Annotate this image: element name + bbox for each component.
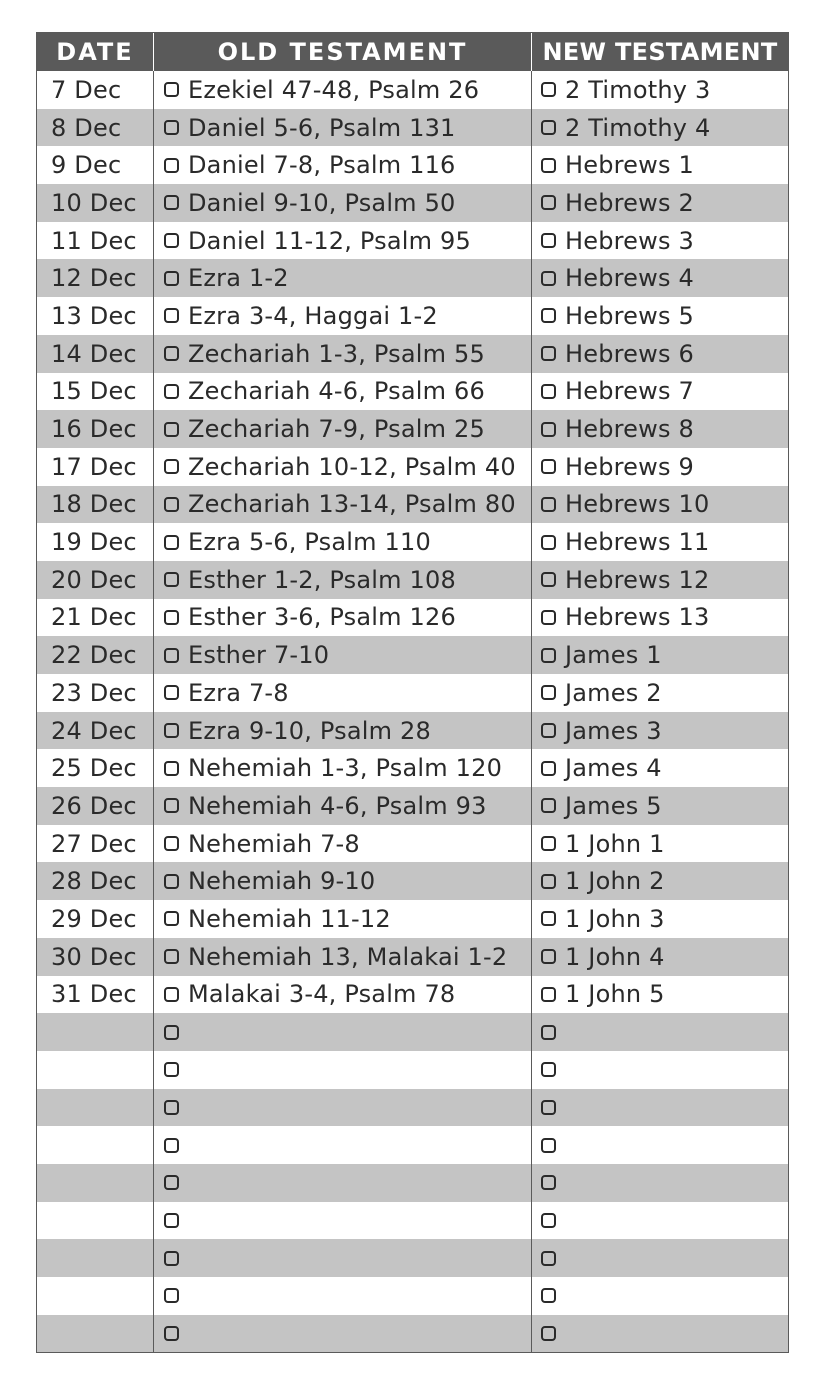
table-row	[37, 1315, 788, 1353]
new-testament-reading: Hebrews 4	[565, 264, 694, 293]
new-testament-checkbox[interactable]	[541, 233, 556, 248]
old-testament-checkbox[interactable]	[164, 233, 179, 248]
old-testament-cell	[154, 109, 532, 147]
new-testament-cell	[532, 712, 788, 750]
date-cell: 16 Dec	[37, 410, 154, 448]
date-cell	[37, 1239, 154, 1277]
new-testament-reading: Hebrews 5	[565, 301, 694, 330]
old-testament-reading: Nehemiah 4-6, Psalm 93	[188, 791, 487, 820]
old-testament-reading: Zechariah 1-3, Psalm 55	[188, 339, 485, 368]
old-testament-checkbox[interactable]	[164, 648, 179, 663]
new-testament-checkbox[interactable]	[541, 836, 556, 851]
new-testament-cell	[532, 486, 788, 524]
table-row	[37, 259, 788, 297]
table-row	[37, 712, 788, 750]
new-testament-cell	[532, 71, 788, 109]
new-testament-reading: Hebrews 11	[565, 528, 710, 557]
table-row	[37, 1239, 788, 1277]
table-row	[37, 146, 788, 184]
new-testament-cell	[532, 749, 788, 787]
table-row	[37, 184, 788, 222]
table-row	[37, 71, 788, 109]
reading-plan-table	[36, 32, 789, 1353]
new-testament-reading: 2 Timothy 3	[565, 75, 711, 104]
new-testament-cell	[532, 1277, 788, 1315]
table-row	[37, 561, 788, 599]
old-testament-cell	[154, 1277, 532, 1315]
old-testament-cell	[154, 976, 532, 1014]
table-row	[37, 862, 788, 900]
old-testament-cell	[154, 259, 532, 297]
new-testament-cell	[532, 523, 788, 561]
date-cell	[37, 1315, 154, 1353]
old-testament-column-header: OLD TESTAMENT	[154, 33, 532, 71]
new-testament-cell	[532, 1089, 788, 1127]
date-cell	[37, 1202, 154, 1240]
new-testament-reading: Hebrews 10	[565, 490, 710, 519]
old-testament-checkbox[interactable]	[164, 158, 179, 173]
table-row	[37, 448, 788, 486]
new-testament-reading: Hebrews 7	[565, 377, 694, 406]
new-testament-cell	[532, 1202, 788, 1240]
table-row	[37, 1164, 788, 1202]
new-testament-checkbox[interactable]	[541, 459, 556, 474]
date-cell: 8 Dec	[37, 109, 154, 147]
new-testament-checkbox[interactable]	[541, 1326, 556, 1341]
old-testament-cell	[154, 523, 532, 561]
new-testament-reading: James 2	[565, 678, 662, 707]
old-testament-reading: Nehemiah 1-3, Psalm 120	[188, 754, 503, 783]
new-testament-reading: James 4	[565, 754, 662, 783]
old-testament-reading: Daniel 11-12, Psalm 95	[188, 226, 472, 255]
old-testament-reading: Daniel 7-8, Psalm 116	[188, 151, 456, 180]
old-testament-reading: Malakai 3-4, Psalm 78	[188, 980, 456, 1009]
date-cell: 31 Dec	[37, 976, 154, 1014]
new-testament-checkbox[interactable]	[541, 874, 556, 889]
date-cell: 24 Dec	[37, 712, 154, 750]
old-testament-checkbox[interactable]	[164, 346, 179, 361]
new-testament-cell	[532, 410, 788, 448]
old-testament-reading: Nehemiah 9-10	[188, 867, 376, 896]
table-row	[37, 1013, 788, 1051]
old-testament-reading: Zechariah 4-6, Psalm 66	[188, 377, 485, 406]
date-cell: 10 Dec	[37, 184, 154, 222]
old-testament-cell	[154, 862, 532, 900]
new-testament-reading: James 3	[565, 716, 662, 745]
table-row	[37, 1202, 788, 1240]
table-row	[37, 486, 788, 524]
old-testament-reading: Esther 1-2, Psalm 108	[188, 565, 456, 594]
old-testament-checkbox[interactable]	[164, 987, 179, 1002]
new-testament-cell	[532, 1164, 788, 1202]
old-testament-cell	[154, 636, 532, 674]
old-testament-checkbox[interactable]	[164, 798, 179, 813]
new-testament-cell	[532, 862, 788, 900]
table-row	[37, 1089, 788, 1127]
new-testament-column-header: NEW TESTAMENT	[542, 38, 778, 66]
old-testament-checkbox[interactable]	[164, 1288, 179, 1303]
old-testament-cell	[154, 1315, 532, 1353]
old-testament-reading: Ezra 9-10, Psalm 28	[188, 716, 431, 745]
new-testament-reading: Hebrews 3	[565, 226, 694, 255]
new-testament-checkbox[interactable]	[541, 1138, 556, 1153]
date-cell: 19 Dec	[37, 523, 154, 561]
new-testament-checkbox[interactable]	[541, 723, 556, 738]
new-testament-cell	[532, 825, 788, 863]
table-row	[37, 335, 788, 373]
table-row	[37, 787, 788, 825]
new-testament-reading: Hebrews 1	[565, 151, 694, 180]
old-testament-checkbox[interactable]	[164, 1100, 179, 1115]
table-row	[37, 1051, 788, 1089]
new-testament-reading: James 1	[565, 641, 662, 670]
old-testament-checkbox[interactable]	[164, 384, 179, 399]
table-row	[37, 1126, 788, 1164]
new-testament-reading: Hebrews 6	[565, 339, 694, 368]
old-testament-cell	[154, 561, 532, 599]
old-testament-cell	[154, 712, 532, 750]
new-testament-checkbox[interactable]	[541, 1025, 556, 1040]
old-testament-cell	[154, 787, 532, 825]
table-body	[37, 71, 788, 1352]
old-testament-reading: Esther 7-10	[188, 641, 330, 670]
old-testament-checkbox[interactable]	[164, 949, 179, 964]
old-testament-reading: Nehemiah 7-8	[188, 829, 360, 858]
new-testament-checkbox[interactable]	[541, 1213, 556, 1228]
old-testament-checkbox[interactable]	[164, 497, 179, 512]
new-testament-cell	[532, 222, 788, 260]
date-cell: 12 Dec	[37, 259, 154, 297]
old-testament-checkbox[interactable]	[164, 271, 179, 286]
old-testament-cell	[154, 297, 532, 335]
new-testament-cell	[532, 259, 788, 297]
new-testament-cell	[532, 146, 788, 184]
date-cell: 9 Dec	[37, 146, 154, 184]
old-testament-checkbox[interactable]	[164, 422, 179, 437]
new-testament-checkbox[interactable]	[541, 158, 556, 173]
old-testament-cell	[154, 146, 532, 184]
new-testament-reading: 1 John 4	[565, 942, 665, 971]
table-row	[37, 222, 788, 260]
table-header	[37, 33, 788, 71]
old-testament-cell	[154, 1089, 532, 1127]
date-cell: 22 Dec	[37, 636, 154, 674]
new-testament-reading: James 5	[565, 791, 662, 820]
date-cell: 18 Dec	[37, 486, 154, 524]
new-testament-cell	[532, 1013, 788, 1051]
date-cell: 11 Dec	[37, 222, 154, 260]
new-testament-cell	[532, 1239, 788, 1277]
new-testament-checkbox[interactable]	[541, 949, 556, 964]
new-testament-cell	[532, 297, 788, 335]
old-testament-checkbox[interactable]	[164, 610, 179, 625]
old-testament-checkbox[interactable]	[164, 723, 179, 738]
old-testament-cell	[154, 749, 532, 787]
old-testament-checkbox[interactable]	[164, 195, 179, 210]
old-testament-checkbox[interactable]	[164, 685, 179, 700]
new-testament-cell	[532, 1315, 788, 1353]
old-testament-checkbox[interactable]	[164, 535, 179, 550]
old-testament-checkbox[interactable]	[164, 1062, 179, 1077]
old-testament-cell	[154, 448, 532, 486]
new-testament-checkbox[interactable]	[541, 572, 556, 587]
old-testament-cell	[154, 373, 532, 411]
old-testament-reading: Ezra 7-8	[188, 678, 289, 707]
old-testament-cell	[154, 1013, 532, 1051]
table-row	[37, 900, 788, 938]
old-testament-reading: Daniel 5-6, Psalm 131	[188, 113, 456, 142]
table-row	[37, 373, 788, 411]
date-column-header: DATE	[37, 33, 154, 71]
new-testament-checkbox[interactable]	[541, 120, 556, 135]
new-testament-cell	[532, 787, 788, 825]
old-testament-reading: Daniel 9-10, Psalm 50	[188, 188, 456, 217]
old-testament-checkbox[interactable]	[164, 572, 179, 587]
old-testament-reading: Zechariah 13-14, Psalm 80	[188, 490, 516, 519]
old-testament-cell	[154, 335, 532, 373]
old-testament-checkbox[interactable]	[164, 1251, 179, 1266]
old-testament-cell	[154, 1051, 532, 1089]
new-testament-checkbox[interactable]	[541, 1175, 556, 1190]
new-testament-checkbox[interactable]	[541, 535, 556, 550]
new-testament-cell	[532, 636, 788, 674]
date-cell: 20 Dec	[37, 561, 154, 599]
old-testament-checkbox[interactable]	[164, 874, 179, 889]
old-testament-reading: Ezra 3-4, Haggai 1-2	[188, 301, 438, 330]
date-cell	[37, 1089, 154, 1127]
date-cell	[37, 1164, 154, 1202]
new-testament-checkbox[interactable]	[541, 497, 556, 512]
new-testament-checkbox[interactable]	[541, 82, 556, 97]
old-testament-cell	[154, 938, 532, 976]
new-testament-reading: 1 John 3	[565, 904, 665, 933]
old-testament-cell	[154, 222, 532, 260]
new-testament-checkbox[interactable]	[541, 422, 556, 437]
date-cell: 14 Dec	[37, 335, 154, 373]
table-row	[37, 674, 788, 712]
new-testament-checkbox[interactable]	[541, 1062, 556, 1077]
old-testament-cell	[154, 1126, 532, 1164]
table-row	[37, 523, 788, 561]
new-testament-reading: Hebrews 9	[565, 452, 694, 481]
new-testament-checkbox[interactable]	[541, 685, 556, 700]
new-testament-cell	[532, 448, 788, 486]
new-testament-checkbox[interactable]	[541, 798, 556, 813]
old-testament-reading: Zechariah 10-12, Psalm 40	[188, 452, 516, 481]
date-cell: 28 Dec	[37, 862, 154, 900]
old-testament-checkbox[interactable]	[164, 1025, 179, 1040]
new-testament-checkbox[interactable]	[541, 911, 556, 926]
old-testament-checkbox[interactable]	[164, 761, 179, 776]
new-testament-checkbox[interactable]	[541, 195, 556, 210]
old-testament-cell	[154, 410, 532, 448]
table-row	[37, 410, 788, 448]
old-testament-checkbox[interactable]	[164, 1326, 179, 1341]
new-testament-cell	[532, 109, 788, 147]
date-cell: 15 Dec	[37, 373, 154, 411]
old-testament-checkbox[interactable]	[164, 1213, 179, 1228]
date-cell	[37, 1277, 154, 1315]
new-testament-cell	[532, 674, 788, 712]
new-testament-checkbox[interactable]	[541, 271, 556, 286]
new-testament-reading: 1 John 5	[565, 980, 665, 1009]
date-cell	[37, 1013, 154, 1051]
new-testament-reading: 1 John 2	[565, 867, 665, 896]
old-testament-cell	[154, 1202, 532, 1240]
date-cell: 7 Dec	[37, 71, 154, 109]
new-testament-cell	[532, 900, 788, 938]
old-testament-checkbox[interactable]	[164, 120, 179, 135]
new-testament-checkbox[interactable]	[541, 346, 556, 361]
table-row	[37, 938, 788, 976]
new-testament-checkbox[interactable]	[541, 384, 556, 399]
date-cell: 29 Dec	[37, 900, 154, 938]
old-testament-checkbox[interactable]	[164, 82, 179, 97]
new-testament-reading: Hebrews 13	[565, 603, 710, 632]
new-testament-cell	[532, 561, 788, 599]
date-cell	[37, 1051, 154, 1089]
new-testament-cell	[532, 599, 788, 637]
old-testament-reading: Ezra 5-6, Psalm 110	[188, 528, 431, 557]
new-testament-reading: Hebrews 8	[565, 415, 694, 444]
date-cell: 26 Dec	[37, 787, 154, 825]
date-cell: 21 Dec	[37, 599, 154, 637]
old-testament-checkbox[interactable]	[164, 836, 179, 851]
new-testament-cell	[532, 976, 788, 1014]
old-testament-cell	[154, 1239, 532, 1277]
table-row	[37, 109, 788, 147]
new-testament-cell	[532, 1051, 788, 1089]
old-testament-cell	[154, 825, 532, 863]
new-testament-cell	[532, 184, 788, 222]
old-testament-cell	[154, 71, 532, 109]
new-testament-checkbox[interactable]	[541, 987, 556, 1002]
date-cell: 13 Dec	[37, 297, 154, 335]
old-testament-reading: Nehemiah 11-12	[188, 904, 391, 933]
date-cell: 30 Dec	[37, 938, 154, 976]
new-testament-checkbox[interactable]	[541, 308, 556, 323]
old-testament-checkbox[interactable]	[164, 1175, 179, 1190]
old-testament-reading: Ezra 1-2	[188, 264, 289, 293]
new-testament-checkbox[interactable]	[541, 648, 556, 663]
date-cell: 25 Dec	[37, 749, 154, 787]
table-row	[37, 599, 788, 637]
old-testament-reading: Ezekiel 47-48, Psalm 26	[188, 75, 480, 104]
old-testament-checkbox[interactable]	[164, 459, 179, 474]
old-testament-reading: Nehemiah 13, Malakai 1-2	[188, 942, 508, 971]
new-testament-reading: Hebrews 12	[565, 565, 710, 594]
old-testament-checkbox[interactable]	[164, 308, 179, 323]
old-testament-cell	[154, 184, 532, 222]
new-testament-checkbox[interactable]	[541, 761, 556, 776]
table-row	[37, 297, 788, 335]
new-testament-reading: 2 Timothy 4	[565, 113, 711, 142]
old-testament-checkbox[interactable]	[164, 911, 179, 926]
date-cell	[37, 1126, 154, 1164]
new-testament-checkbox[interactable]	[541, 1251, 556, 1266]
table-row	[37, 1277, 788, 1315]
new-testament-checkbox[interactable]	[541, 1100, 556, 1115]
new-testament-cell	[532, 938, 788, 976]
table-row	[37, 825, 788, 863]
old-testament-cell	[154, 599, 532, 637]
date-cell: 27 Dec	[37, 825, 154, 863]
new-testament-cell	[532, 335, 788, 373]
table-row	[37, 749, 788, 787]
date-cell: 17 Dec	[37, 448, 154, 486]
old-testament-cell	[154, 674, 532, 712]
new-testament-checkbox[interactable]	[541, 1288, 556, 1303]
old-testament-cell	[154, 486, 532, 524]
new-testament-reading: Hebrews 2	[565, 188, 694, 217]
old-testament-cell	[154, 900, 532, 938]
table-row	[37, 976, 788, 1014]
new-testament-reading: 1 John 1	[565, 829, 665, 858]
old-testament-reading: Zechariah 7-9, Psalm 25	[188, 415, 485, 444]
table-row	[37, 636, 788, 674]
old-testament-cell	[154, 1164, 532, 1202]
new-testament-cell	[532, 1126, 788, 1164]
old-testament-checkbox[interactable]	[164, 1138, 179, 1153]
old-testament-reading: Esther 3-6, Psalm 126	[188, 603, 456, 632]
new-testament-checkbox[interactable]	[541, 610, 556, 625]
date-cell: 23 Dec	[37, 674, 154, 712]
new-testament-cell	[532, 373, 788, 411]
